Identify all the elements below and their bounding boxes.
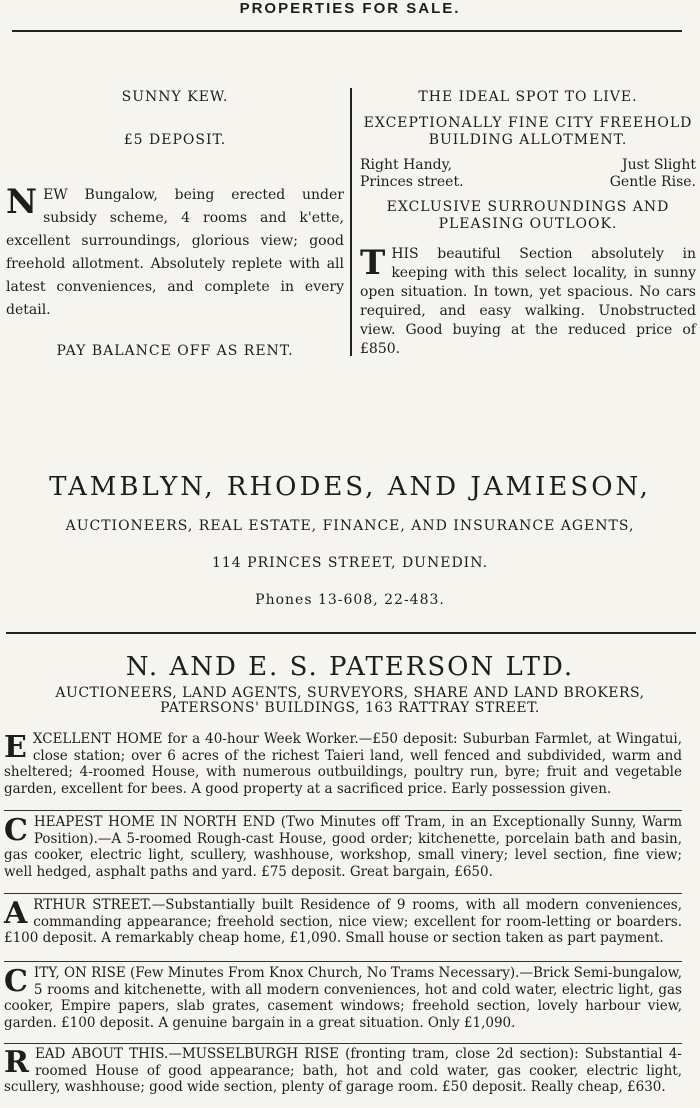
listing (4, 814, 682, 880)
listing-divider (4, 961, 682, 962)
listing-text: ITY, ON RISE (Few Minutes From Knox Church, No Trams Necessary).—Brick Semi-bungalow, 5 rooms and kitchenette, with all modern conveniences, hot and cold water, electric light, gas cooker, Empire papers, slab grates, casement windows; freehold section, lovely harbour view, garden. £100 deposit. A genuine bargain in a great situation. Only £1,090. (4, 965, 683, 1031)
right-ad-features-right (610, 157, 696, 191)
paterson-name: N. AND E. S. PATERSON LTD. (125, 652, 575, 682)
listing-text: EAD ABOUT THIS.—MUSSELBURGH RISE (fronting tram, close 2d section): Substantial 4-roomed House of good appearance; bath, hot and cold water, gas cooker, electric light, scullery, washhouse; good wide section, plenty of garage room. £50 deposit. Really cheap, £630. (4, 1046, 682, 1095)
right-ad-text: HIS beautiful Section absolutely in keeping with this select locality, in sunny open situation. In town, yet spacious. No cars required, and easy walking. Unobstructed view. Good buying at the reduced price of £850. (360, 246, 696, 357)
firm-address: 114 PRINCES STREET, DUNEDIN. (211, 555, 489, 571)
feature-right-handy: Right Handy, (360, 157, 453, 173)
feature-princes-street: Princes street. (360, 174, 464, 190)
right-ad-dropcap: T (360, 243, 386, 283)
firm-description: AUCTIONEERS, REAL ESTATE, FINANCE, AND INSURANCE AGENTS, (65, 518, 635, 534)
right-advertisement (360, 88, 696, 359)
listing-divider (4, 893, 682, 894)
paterson-address: PATERSONS' BUILDINGS, 163 RATTRAY STREET. (160, 700, 540, 716)
left-ad-text: EW Bungalow, being erected under subsidy scheme, 4 rooms and k'ette, excellent surroundings, glorious view; good freehold allotment. Absolutely replete with all latest conveniences, and complete in every detail. (6, 187, 344, 318)
left-ad-deposit: £5 DEPOSIT. (123, 132, 227, 148)
listing-text: RTHUR STREET.—Substantially built Residence of 9 rooms, with all modern conveniences, commanding appearance; freehold section, nice view; excellent for room-letting or boarders. £100 deposit. A remarkably cheap home, £1,090. Small house or section taken as part payment. (4, 897, 682, 946)
right-ad-subtitle: EXCEPTIONALLY FINE CITY FREEHOLD BUILDING ALLOTMENT. (363, 115, 693, 148)
listing-divider (4, 810, 682, 811)
listing-dropcap: E (4, 730, 27, 765)
left-ad-title: SUNNY KEW. (121, 89, 229, 105)
left-ad-footer: PAY BALANCE OFF AS RENT. (56, 343, 294, 359)
column-divider (350, 88, 352, 356)
listing-dropcap: C (4, 813, 28, 848)
listing-dropcap: A (4, 896, 28, 931)
firm-phones: Phones 13-608, 22-483. (255, 592, 445, 608)
listing-dropcap: R (4, 1045, 29, 1080)
feature-just-slight: Just Slight (621, 157, 696, 173)
paterson-description: AUCTIONEERS, LAND AGENTS, SURVEYORS, SHARE AND LAND BROKERS, (55, 685, 645, 701)
listing-divider (4, 1043, 682, 1044)
listing (4, 1046, 682, 1096)
feature-gentle-rise: Gentle Rise. (609, 174, 696, 190)
listing (4, 731, 682, 797)
left-ad-dropcap: N (6, 182, 38, 222)
left-ad-body (6, 184, 344, 322)
right-ad-heading: EXCLUSIVE SURROUNDINGS AND PLEASING OUTLOOK. (386, 199, 670, 232)
right-ad-features (360, 157, 696, 191)
firm-name: TAMBLYN, RHODES, AND JAMIESON, (49, 472, 651, 502)
listing-dropcap: C (4, 964, 28, 999)
listing-text: XCELLENT HOME for a 40-hour Week Worker.—£50 deposit: Suburban Farmlet, at Wingatui, close station; over 6 acres of the richest Taieri land, well fenced and subdivided, warm and sheltered; 4-roomed House, with numerous outbuildings, poultry run, byre; fruit and vegetable garden, excellent for bees. A good property at a sacrificed price. Early possession given. (4, 731, 682, 797)
right-ad-title: THE IDEAL SPOT TO LIVE. (418, 89, 638, 105)
listing (4, 897, 682, 947)
listing-text: HEAPEST HOME IN NORTH END (Two Minutes off Tram, in an Exceptionally Sunny, Warm Position).—A 5-roomed Rough-cast House, good order; kitchenette, porcelain bath and basin, gas cooker, electric light, scullery, washhouse, workshop, small vinery; level section, fine view; well hedged, asphalt paths and yard. £75 deposit. Great bargain, £650. (4, 814, 682, 880)
page-title: PROPERTIES FOR SALE. (239, 0, 461, 17)
right-ad-body (360, 245, 696, 359)
left-advertisement (6, 88, 344, 361)
listing (4, 965, 682, 1031)
section-rule (6, 632, 696, 634)
right-ad-features-left (360, 157, 464, 191)
header-rule (12, 30, 682, 32)
